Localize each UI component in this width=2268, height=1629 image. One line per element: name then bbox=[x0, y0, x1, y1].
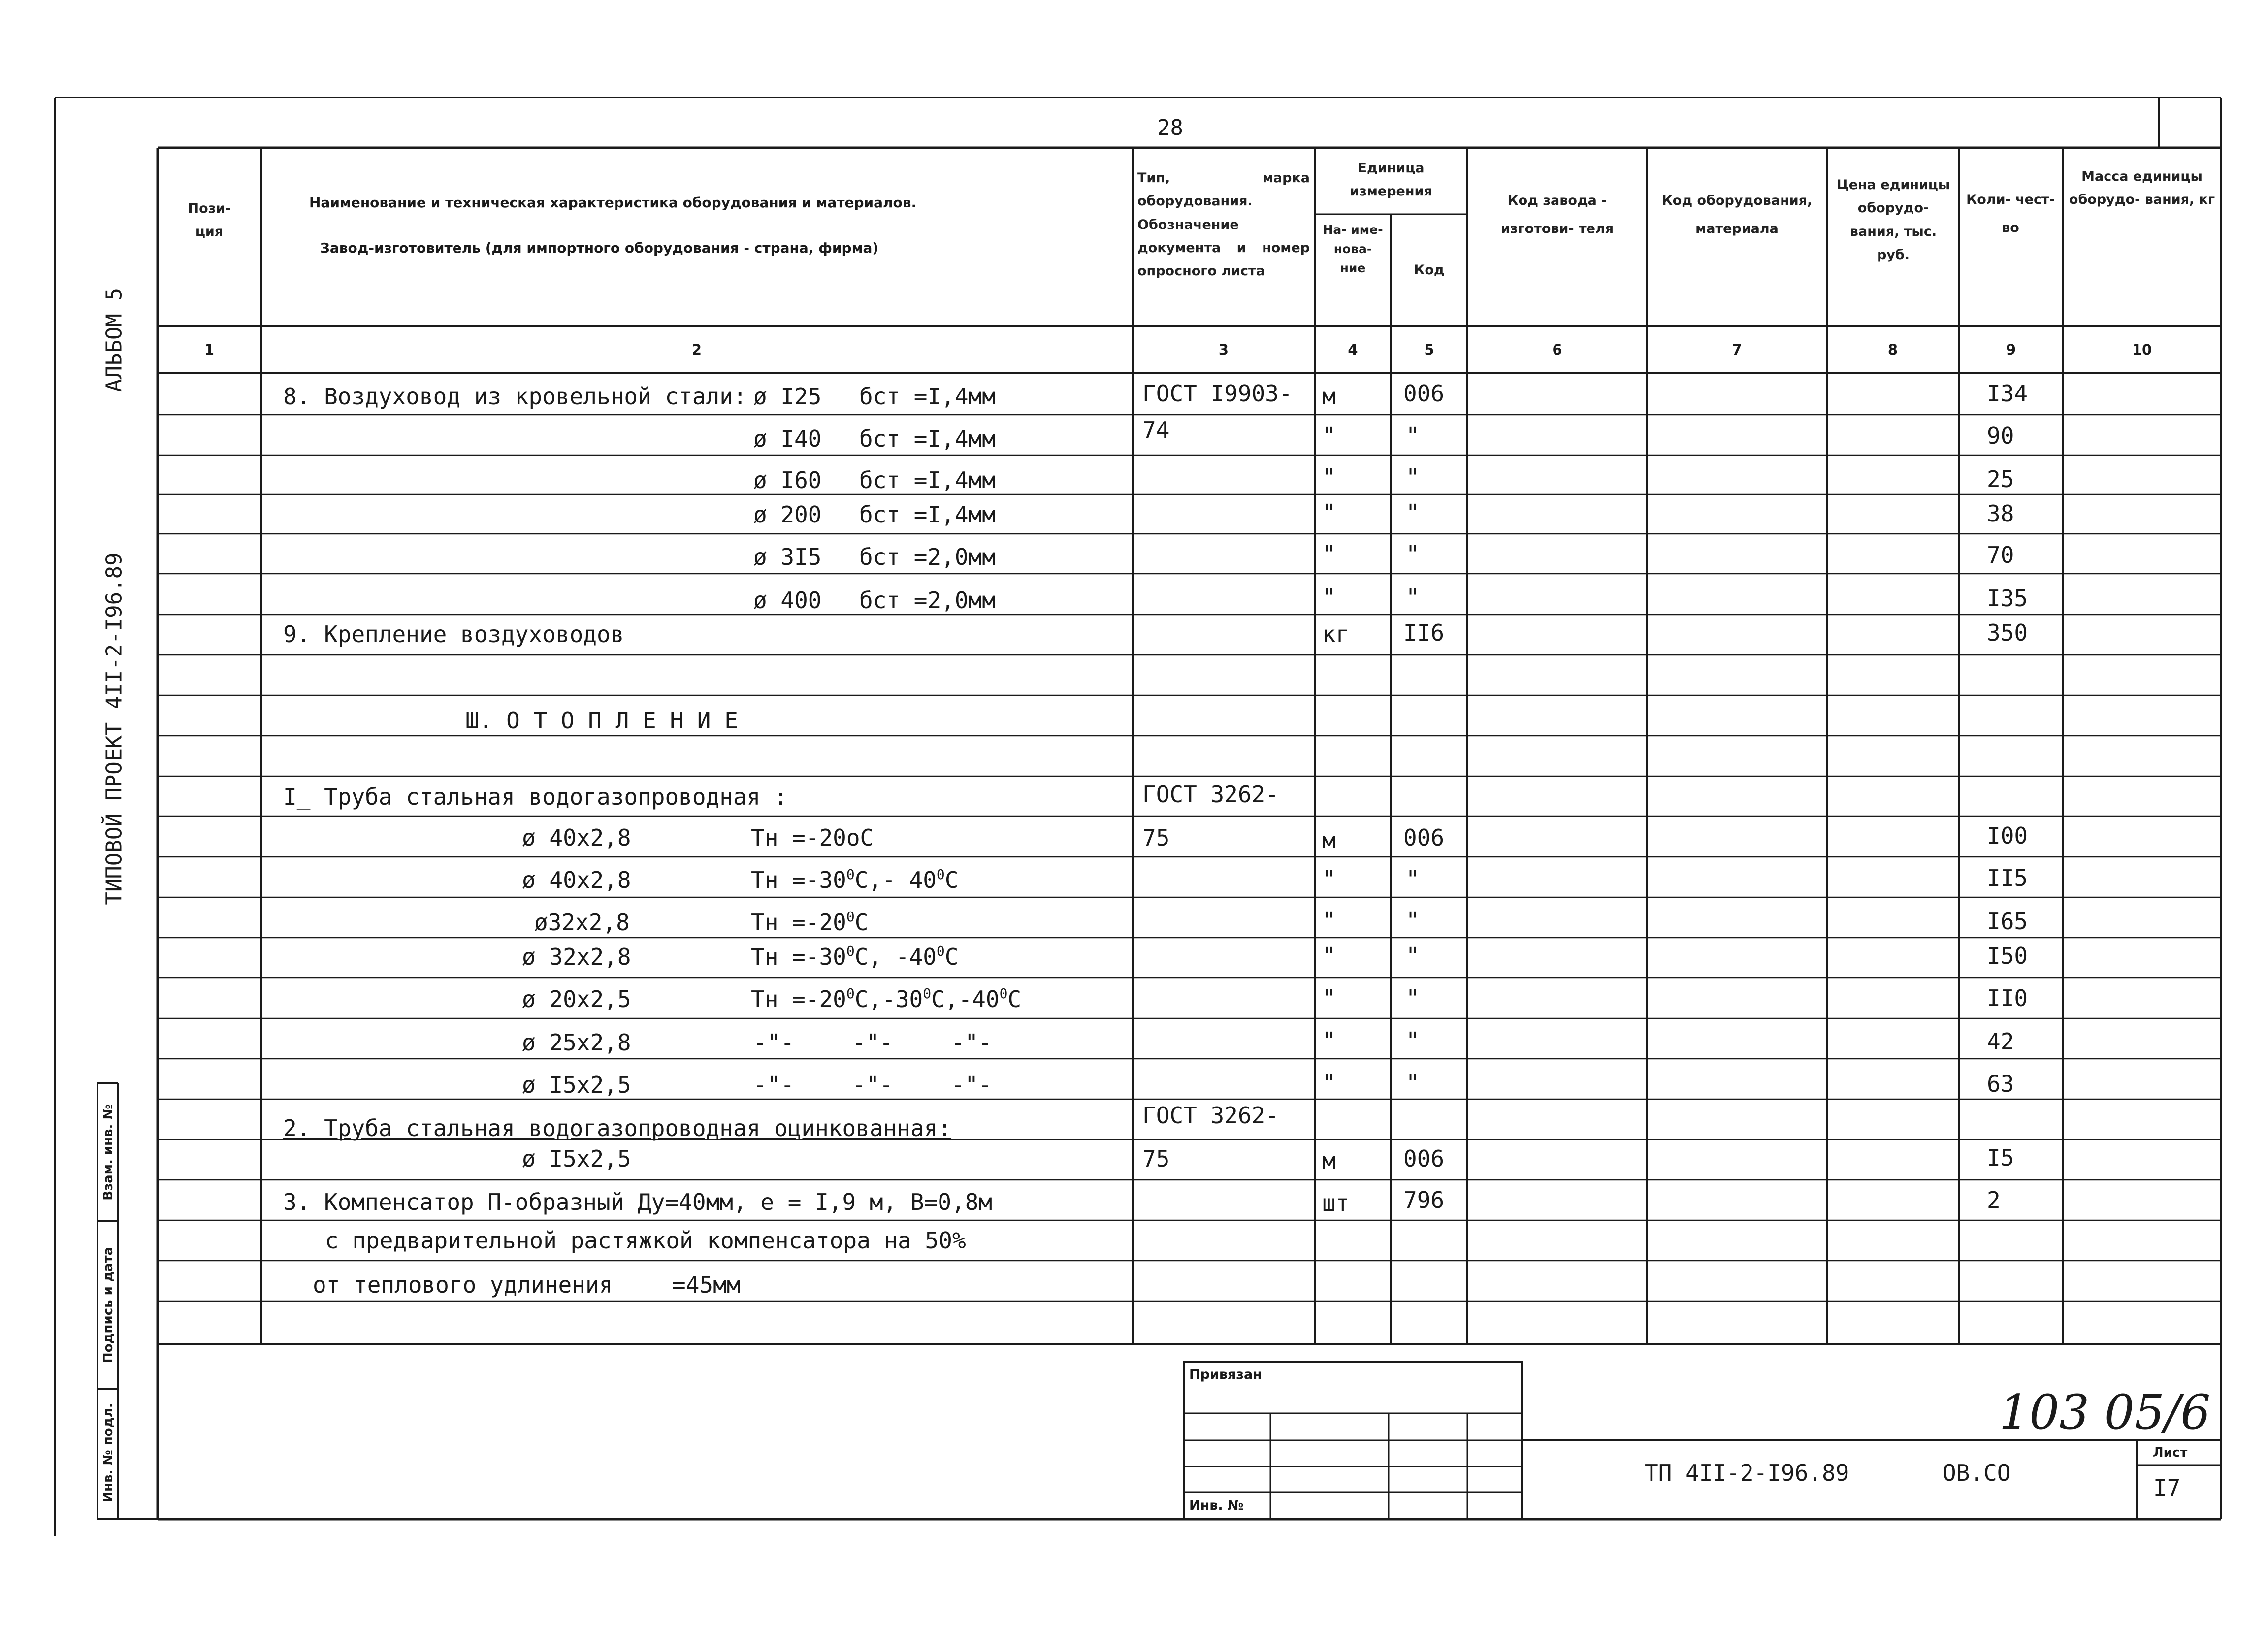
header-plant-code: Код завода - изготови- теля bbox=[1500, 193, 1614, 236]
project-label: ТИПОВОЙ ПРОЕКТ 4II-2-I96.89 bbox=[101, 553, 127, 905]
column-number: 6 bbox=[1552, 341, 1562, 358]
column-number: 5 bbox=[1424, 341, 1434, 358]
item-quantity: I65 bbox=[1987, 908, 2028, 935]
item-unit-code: 006 bbox=[1403, 1145, 1445, 1172]
handwritten-number: 103 05/6 bbox=[1999, 1385, 2211, 1440]
item-unit: " bbox=[1322, 985, 1336, 1011]
item-quantity: II5 bbox=[1987, 865, 2028, 891]
item-diameter: ø 200 bbox=[753, 501, 822, 528]
item-temperature: Тн =-20оС bbox=[751, 824, 874, 851]
column-number: 3 bbox=[1218, 341, 1229, 358]
document-code: ТП 4II-2-I96.89 bbox=[1645, 1460, 1849, 1486]
item-unit-code: " bbox=[1406, 1070, 1420, 1096]
item-unit-code: 006 bbox=[1403, 380, 1445, 407]
item-diameter: ø I25 bbox=[753, 383, 822, 410]
stamp-inv-number: Инв. № bbox=[1189, 1498, 1244, 1513]
item-quantity: 350 bbox=[1987, 619, 2028, 646]
item-unit: шт bbox=[1322, 1190, 1350, 1216]
item-unit: " bbox=[1322, 907, 1336, 934]
item-diameter: ø 40х2,8 bbox=[522, 824, 631, 851]
item-unit: " bbox=[1322, 499, 1336, 526]
column-number: 2 bbox=[691, 341, 702, 358]
header-quantity: Коли- чест- во bbox=[1966, 192, 2055, 235]
item-quantity: 2 bbox=[1987, 1187, 2001, 1213]
item-quantity: I5 bbox=[1987, 1144, 2014, 1171]
item-note-value: =45мм bbox=[672, 1271, 741, 1298]
item-unit-code: " bbox=[1406, 866, 1420, 892]
item-document: 75 bbox=[1142, 1145, 1170, 1172]
item-unit-code: " bbox=[1406, 423, 1420, 449]
column-number: 9 bbox=[2006, 341, 2016, 358]
item-diameter: ø 3I5 bbox=[753, 544, 822, 570]
header-mass: Масса единицы оборудо- вания, кг bbox=[2069, 169, 2215, 208]
column-number: 1 bbox=[204, 341, 215, 358]
item-unit: " bbox=[1322, 1070, 1336, 1096]
item-unit: " bbox=[1322, 423, 1336, 449]
item-document: 75 bbox=[1142, 824, 1170, 851]
item-document: ГОСТ 3262- bbox=[1142, 781, 1279, 808]
item-unit-code: " bbox=[1406, 943, 1420, 969]
header-equipment-code: Код оборудования, материала bbox=[1661, 193, 1813, 236]
item-temperature: Тн $=-30^0С,-$ $40^0С$ bbox=[751, 866, 959, 893]
item-name: 3. Компенсатор П-образный Ду=40мм, е = I,9 м, В=0,8м bbox=[283, 1189, 993, 1215]
item-unit-code: 796 bbox=[1403, 1187, 1445, 1213]
item-unit-code: II6 bbox=[1403, 619, 1445, 646]
item-ditto: -"- -"- -"- bbox=[753, 1029, 992, 1056]
column-number: 7 bbox=[1732, 341, 1742, 358]
section-heading: Ш. О Т О П Л Е Н И Е bbox=[465, 707, 738, 734]
item-diameter: ø 25х2,8 bbox=[522, 1029, 631, 1056]
column-number: 4 bbox=[1348, 341, 1358, 358]
stamp-privyazan: Привязан bbox=[1189, 1367, 1262, 1382]
header-name-line1: Наименование и техническая характеристика оборудования и материалов. bbox=[309, 195, 917, 211]
item-thickness: бст =I,4мм bbox=[859, 501, 996, 528]
item-diameter: ø I5х2,5 bbox=[522, 1145, 631, 1172]
item-unit: " bbox=[1322, 584, 1336, 611]
section-code: ОВ.СО bbox=[1943, 1460, 2011, 1486]
item-diameter: ø I5х2,5 bbox=[522, 1072, 631, 1098]
item-name: 9. Крепление воздуховодов bbox=[283, 621, 624, 648]
sheet-number: I7 bbox=[2153, 1474, 2181, 1501]
item-unit: " bbox=[1322, 464, 1336, 490]
column-number: 8 bbox=[1887, 341, 1898, 358]
item-temperature: Тн $=-20^0С,-30^0С,-40^0С$ bbox=[751, 985, 1022, 1012]
item-document: ГОСТ I9903- bbox=[1142, 380, 1293, 407]
item-unit-code: " bbox=[1406, 1027, 1420, 1054]
item-name: 8. Воздуховод из кровельной стали: bbox=[283, 383, 747, 410]
item-thickness: бст =2,0мм bbox=[859, 544, 996, 570]
item-unit: м bbox=[1322, 383, 1336, 410]
item-diameter: ø32х2,8 bbox=[534, 909, 630, 936]
item-unit-code: " bbox=[1406, 499, 1420, 526]
item-unit: м bbox=[1322, 1147, 1336, 1174]
item-note: от теплового удлинения bbox=[313, 1271, 613, 1298]
item-diameter: ø 400 bbox=[753, 587, 822, 614]
item-document: ГОСТ 3262- bbox=[1142, 1102, 1279, 1129]
stamp-label-vzam: Взам. инв. № bbox=[101, 1104, 116, 1201]
item-quantity: 42 bbox=[1987, 1028, 2014, 1055]
header-position: Пози- ция bbox=[188, 201, 231, 240]
header-price: Цена единицы оборудо- вания, тыс. руб. bbox=[1836, 177, 1950, 262]
item-quantity: I00 bbox=[1987, 822, 2028, 849]
header-name-line2: Завод-изготовитель (для импортного оборудования - страна, фирма) bbox=[320, 240, 879, 256]
item-diameter: ø I60 bbox=[753, 467, 822, 493]
item-name: 2. Труба стальная водогазопроводная оцинкованная: bbox=[283, 1115, 952, 1141]
header-type: Тип, марка оборудования. Обозначение документа и номер опросного листа bbox=[1137, 170, 1310, 279]
sheet-label: Лист bbox=[2153, 1445, 2188, 1460]
item-quantity: II0 bbox=[1987, 985, 2028, 1011]
header-unit-name: На- име- нова- ние bbox=[1323, 223, 1383, 275]
item-unit-code: " bbox=[1406, 584, 1420, 611]
item-temperature: Тн $=-20^0С$ bbox=[751, 909, 869, 936]
item-unit: кг bbox=[1322, 621, 1350, 648]
item-quantity: 38 bbox=[1987, 500, 2014, 527]
item-unit-code: " bbox=[1406, 985, 1420, 1011]
stamp-label-inv: Инв. № подл. bbox=[101, 1403, 116, 1502]
item-unit-code: 006 bbox=[1403, 824, 1445, 851]
item-name: I_ Труба стальная водогазопроводная : bbox=[283, 783, 788, 810]
item-thickness: бст =2,0мм bbox=[859, 587, 996, 614]
album-label: АЛЬБОМ 5 bbox=[101, 288, 127, 392]
item-quantity: I35 bbox=[1987, 585, 2028, 612]
item-unit-code: " bbox=[1406, 907, 1420, 934]
item-quantity: I34 bbox=[1987, 380, 2028, 407]
item-thickness: бст =I,4мм bbox=[859, 383, 996, 410]
column-number: 10 bbox=[2132, 341, 2152, 358]
item-unit-code: " bbox=[1406, 464, 1420, 490]
item-note: с предварительной растяжкой компенсатора на 50% bbox=[325, 1227, 966, 1254]
item-ditto: -"- -"- -"- bbox=[753, 1072, 992, 1098]
item-quantity: 90 bbox=[1987, 423, 2014, 449]
item-diameter: ø 40х2,8 bbox=[522, 867, 631, 893]
item-unit: м bbox=[1322, 827, 1336, 854]
header-unit-code: Код bbox=[1414, 262, 1445, 278]
item-unit: " bbox=[1322, 943, 1336, 969]
item-unit: " bbox=[1322, 866, 1336, 892]
item-quantity: 25 bbox=[1987, 466, 2014, 492]
item-diameter: ø I40 bbox=[753, 425, 822, 452]
item-document: 74 bbox=[1142, 417, 1170, 443]
header-unit: Единица измерения bbox=[1350, 161, 1432, 199]
item-unit: " bbox=[1322, 541, 1336, 567]
item-unit: " bbox=[1322, 1027, 1336, 1054]
stamp-label-podpis: Подпись и дата bbox=[101, 1246, 116, 1364]
item-diameter: ø 32х2,8 bbox=[522, 944, 631, 970]
item-thickness: бст =I,4мм bbox=[859, 425, 996, 452]
item-quantity: I50 bbox=[1987, 943, 2028, 969]
item-temperature: Тн $=-30^0С$, $-40^0С$ bbox=[751, 943, 959, 970]
page-number: 28 bbox=[1157, 115, 1183, 140]
item-quantity: 70 bbox=[1987, 542, 2014, 568]
item-thickness: бст =I,4мм bbox=[859, 467, 996, 493]
item-diameter: ø 20х2,5 bbox=[522, 986, 631, 1012]
item-quantity: 63 bbox=[1987, 1071, 2014, 1097]
item-unit-code: " bbox=[1406, 541, 1420, 567]
